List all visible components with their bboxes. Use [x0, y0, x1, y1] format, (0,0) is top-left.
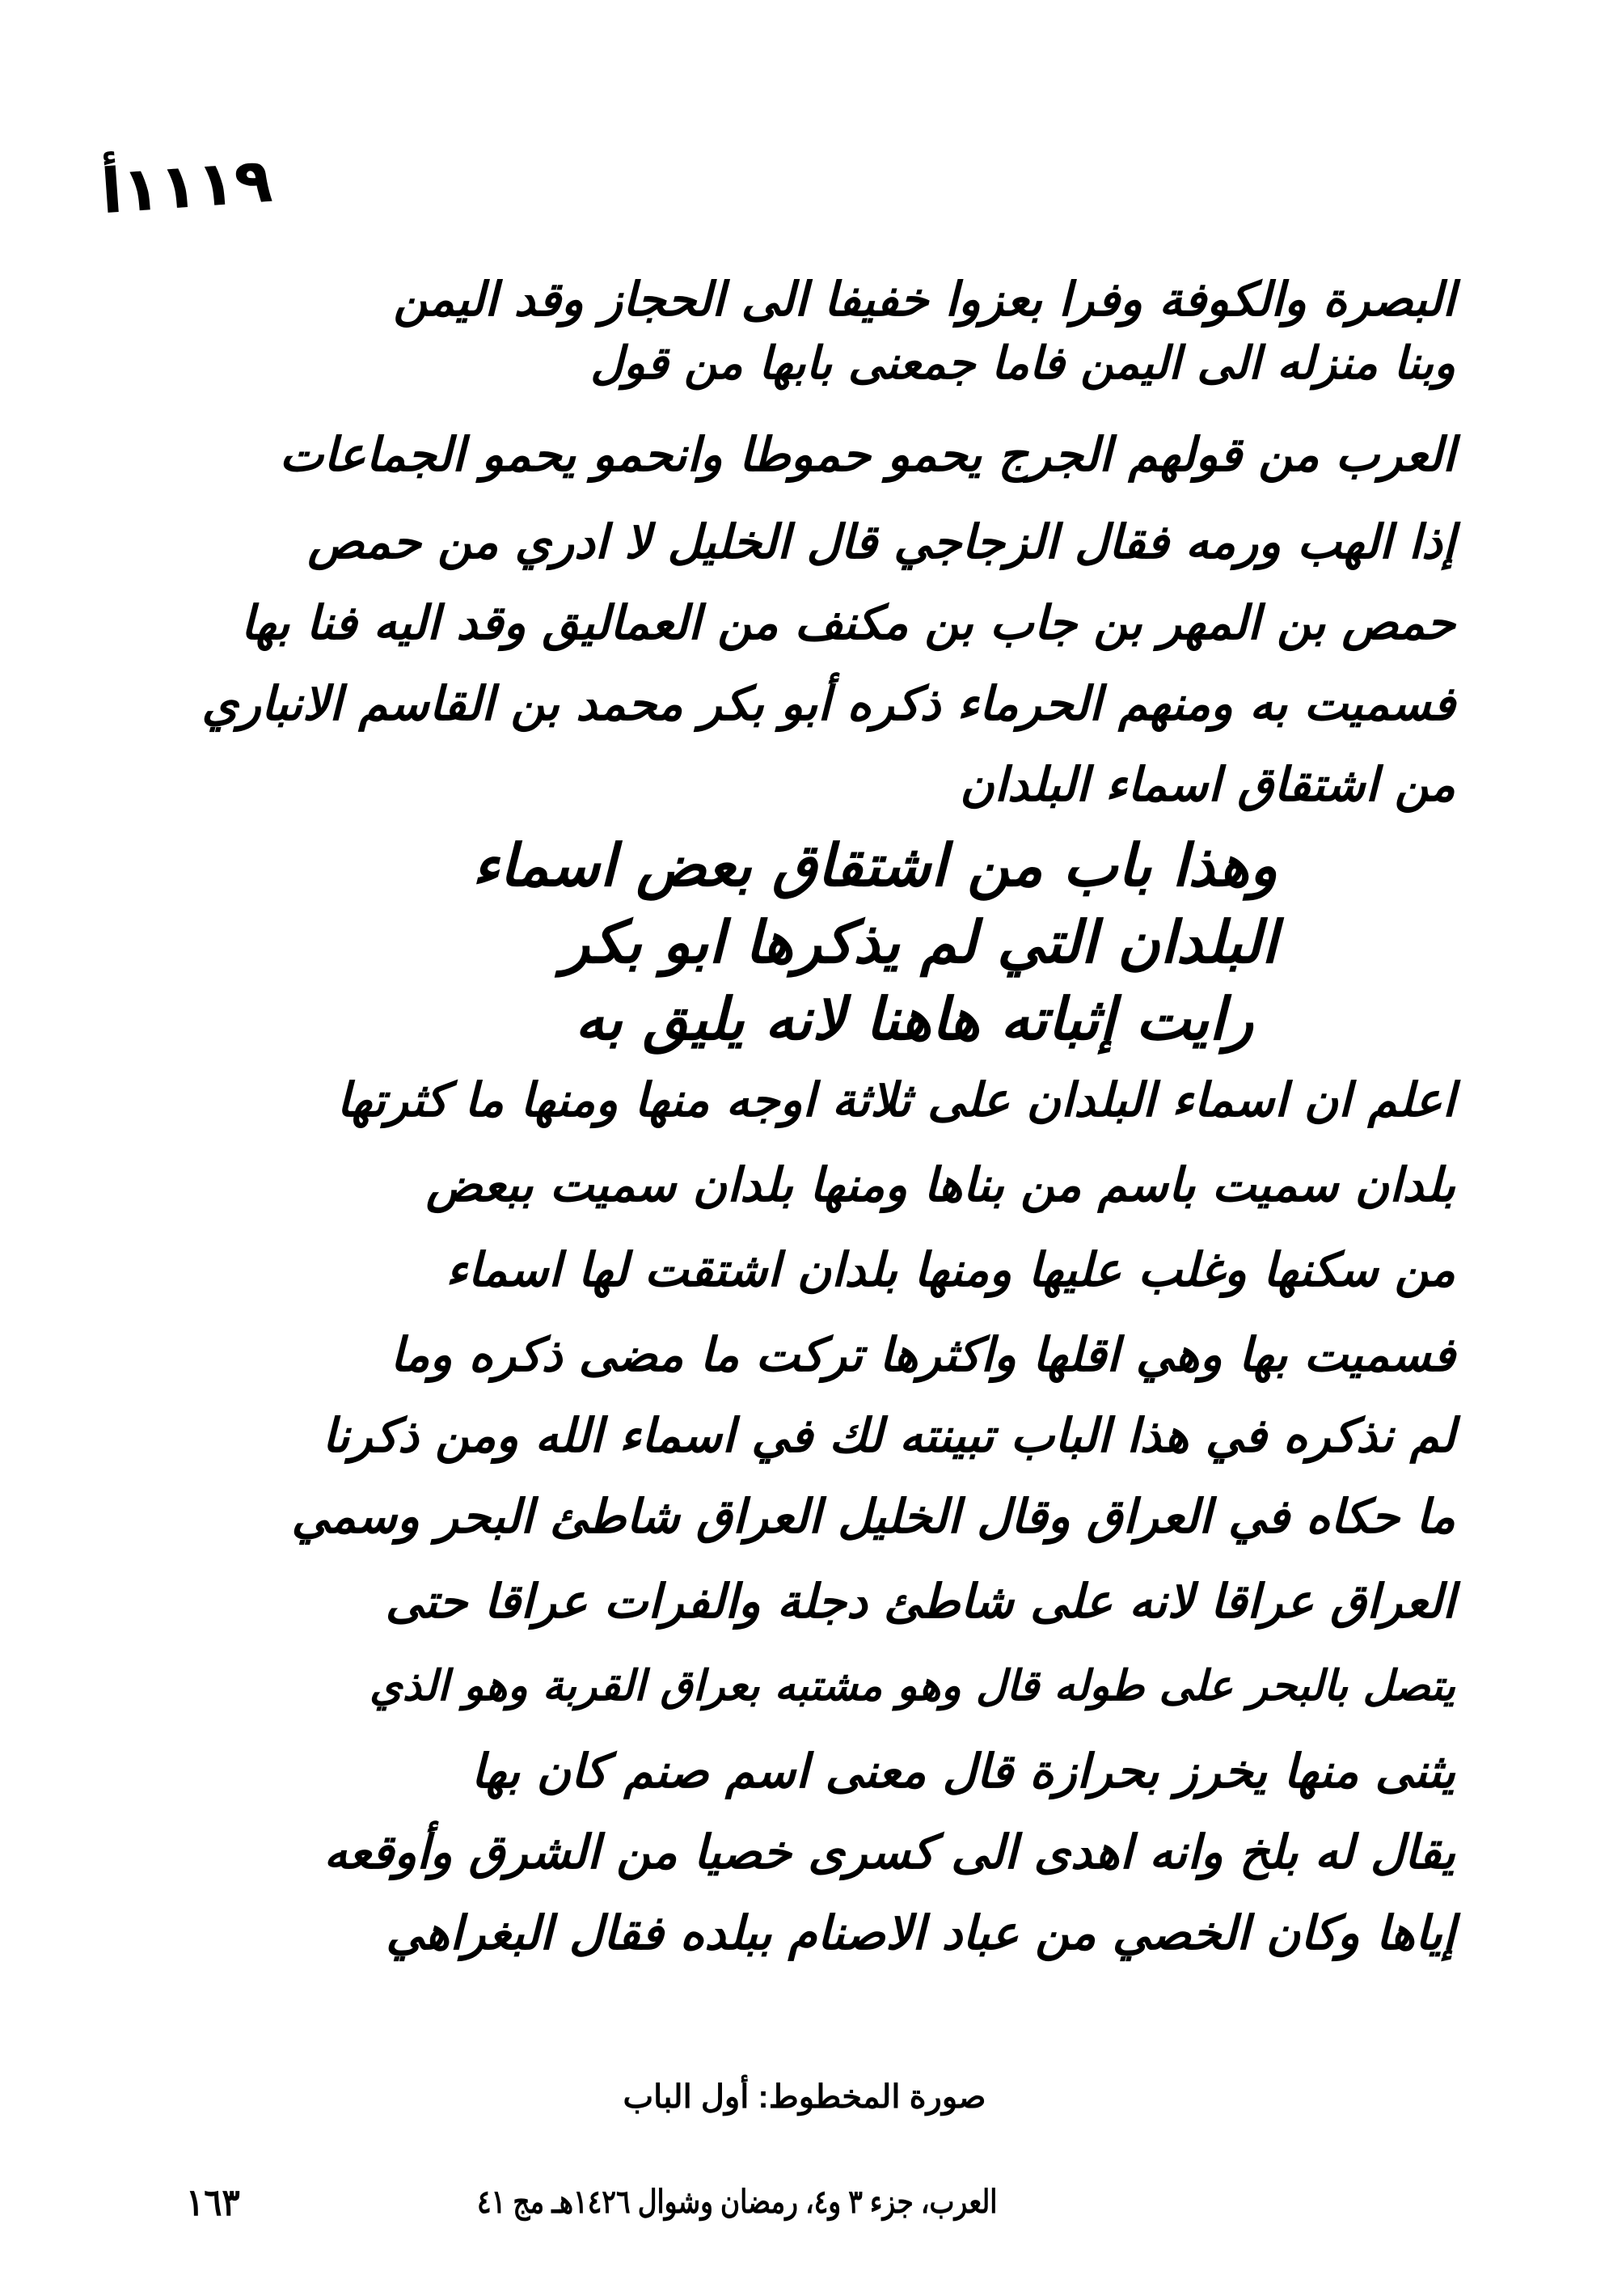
body-line: يثنى منها يخرز بحرازة قال معنى اسم صنم كان بها	[471, 1744, 1455, 1799]
manuscript-line: البصرة والكوفة وفرا بعزوا خفيفا الى الحجاز وقد اليمن	[393, 272, 1455, 327]
body-line: إياها وكان الخصي من عباد الاصنام ببلده فقال البغراهي	[386, 1905, 1455, 1960]
body-line: يتصل بالبحر على طوله قال وهو مشتبه بعراق القربة وهو الذي	[369, 1662, 1455, 1710]
figure-caption: صورة المخطوط: أول الباب	[623, 2079, 986, 2115]
manuscript-line: العرب من قولهم الجرج يحمو حموطا وانحمو يحمو الجماعات	[279, 427, 1455, 482]
manuscript-line: وبنا منزله الى اليمن فاما جمعنى بابها من قول	[590, 337, 1455, 390]
manuscript-line: فسميت به ومنهم الحرماء ذكره أبو بكر محمد بن القاسم الانباري	[201, 676, 1455, 731]
manuscript-line: حمص بن المهر بن جاب بن مكنف من العماليق وقد اليه فنا بها	[240, 595, 1455, 650]
body-line: من سكنها وغلب عليها ومنها بلدان اشتقت لها اسماء	[446, 1242, 1455, 1297]
chapter-heading-line: وهذا باب من اشتقاق بعض اسماء	[471, 831, 1277, 899]
chapter-heading-line: رايت إثباته هاهنا لانه يليق به	[575, 985, 1253, 1053]
body-line: يقال له بلخ وانه اهدى الى كسرى خصيا من الشرق وأوقعه	[323, 1825, 1455, 1880]
manuscript-line: إذا الهب ورمه فقال الزجاجي قال الخليل لا ادري من حمص	[307, 514, 1455, 569]
body-line: ما حكاه في العراق وقال الخليل العراق شاطئ البحر وسمي	[291, 1489, 1455, 1544]
folio-number: ١١١٩أ	[99, 143, 275, 228]
manuscript-line: من اشتقاق اسماء البلدان	[960, 757, 1455, 812]
chapter-heading-line: البلدان التي لم يذكرها ابو بكر	[561, 908, 1277, 976]
body-line: فسميت بها وهي اقلها واكثرها تركت ما مضى ذكره وما	[390, 1327, 1455, 1382]
page-number: ١٦٣	[186, 2181, 240, 2223]
body-line: بلدان سميت باسم من بناها ومنها بلدان سميت ببعض	[425, 1157, 1455, 1212]
body-line: العراق عراقا لانه على شاطئ دجلة والفرات عراقا حتى	[385, 1574, 1455, 1629]
page-footer	[0, 2181, 1609, 2232]
body-line: اعلم ان اسماء البلدان على ثلاثة اوجه منها ومنها ما كثرتها	[336, 1072, 1455, 1127]
body-line: لم نذكره في هذا الباب تبينته لك في اسماء الله ومن ذكرنا	[322, 1408, 1455, 1463]
manuscript-image	[201, 267, 1455, 1973]
journal-citation: العرب، جزء ٣ و٤، رمضان وشوال ١٤٢٦هـ مج ٤١	[477, 2184, 998, 2220]
